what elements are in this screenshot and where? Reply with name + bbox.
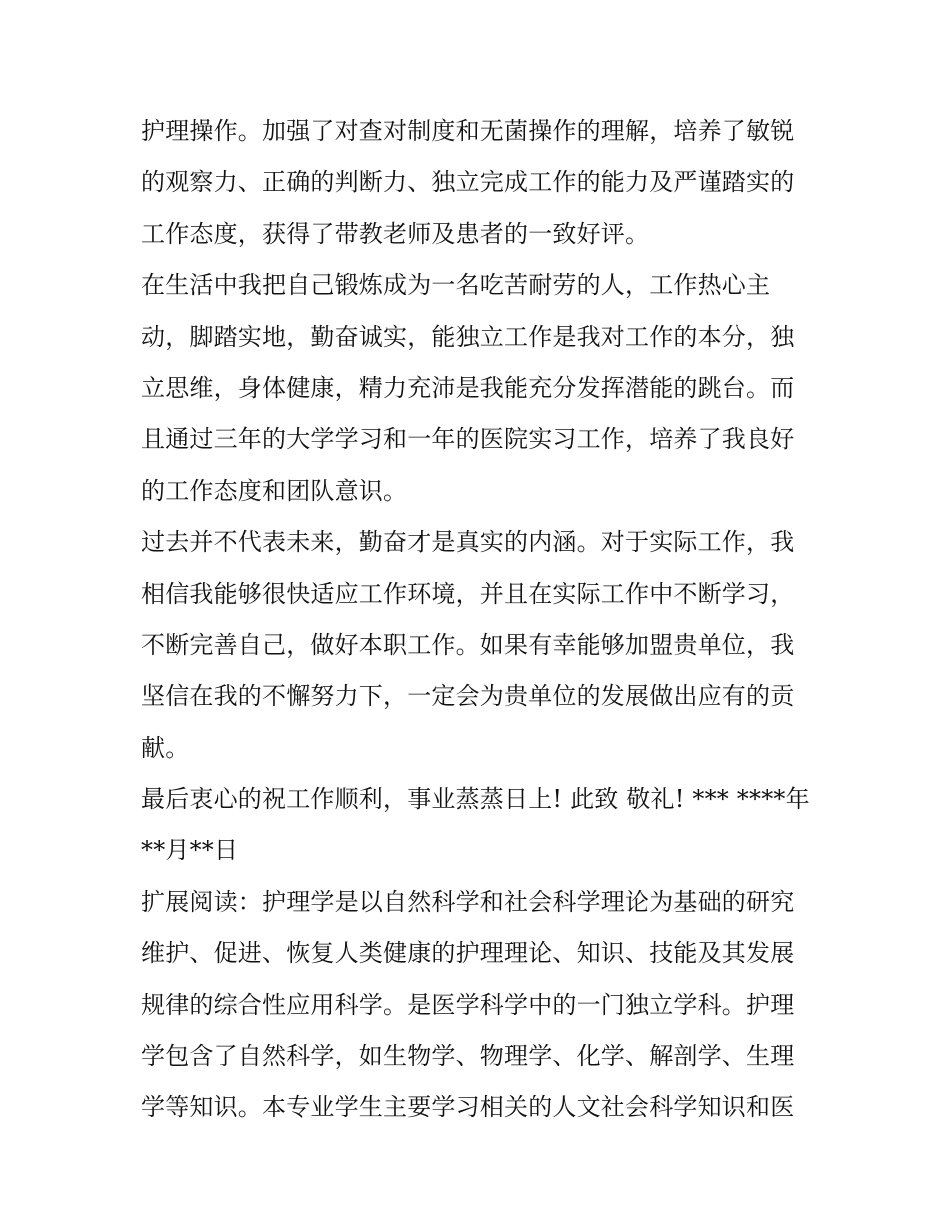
text-line: 相信我能够很快适应工作环境，并且在实际工作中不断学习， [141, 579, 795, 608]
text-line: 最后衷心的祝工作顺利，事业蒸蒸日上! 此致 敬礼! *** ****年 [141, 785, 810, 814]
text-line: 学包含了自然科学，如生物学、物理学、化学、解剖学、生理 [141, 1042, 795, 1071]
text-line: 规律的综合性应用科学。是医学科学中的一门独立学科。护理 [141, 990, 795, 1019]
text-line: 坚信在我的不懈努力下，一定会为贵单位的发展做出应有的贡 [141, 682, 795, 711]
text-line: 学等知识。本专业学生主要学习相关的人文社会科学知识和医 [141, 1093, 795, 1122]
text-line: 过去并不代表未来，勤奋才是真实的内涵。对于实际工作，我 [141, 528, 795, 557]
text-line: 工作态度，获得了带教老师及患者的一致好评。 [141, 219, 650, 248]
text-line: 维护、促进、恢复人类健康的护理理论、知识、技能及其发展 [141, 939, 795, 968]
text-line: 护理操作。加强了对查对制度和无菌操作的理解，培养了敏锐 [141, 117, 795, 145]
text-line: 在生活中我把自己锻炼成为一名吃苦耐劳的人，工作热心主 [141, 271, 771, 300]
document-body [141, 106, 821, 1134]
text-line: 献。 [141, 733, 190, 762]
text-line: 的工作态度和团队意识。 [141, 476, 408, 505]
text-line: 扩展阅读：护理学是以自然科学和社会科学理论为基础的研究 [141, 887, 795, 916]
text-line: 且通过三年的大学学习和一年的医院实习工作，培养了我良好 [141, 425, 795, 454]
text-line: 立思维，身体健康，精力充沛是我能充分发挥潜能的跳台。而 [141, 373, 795, 402]
text-line: **月**日 [141, 836, 239, 865]
text-line: 的观察力、正确的判断力、独立完成工作的能力及严谨踏实的 [141, 168, 795, 197]
text-line: 动，脚踏实地，勤奋诚实，能独立工作是我对工作的本分，独 [141, 322, 795, 351]
text-line: 不断完善自己，做好本职工作。如果有幸能够加盟贵单位，我 [141, 630, 795, 659]
